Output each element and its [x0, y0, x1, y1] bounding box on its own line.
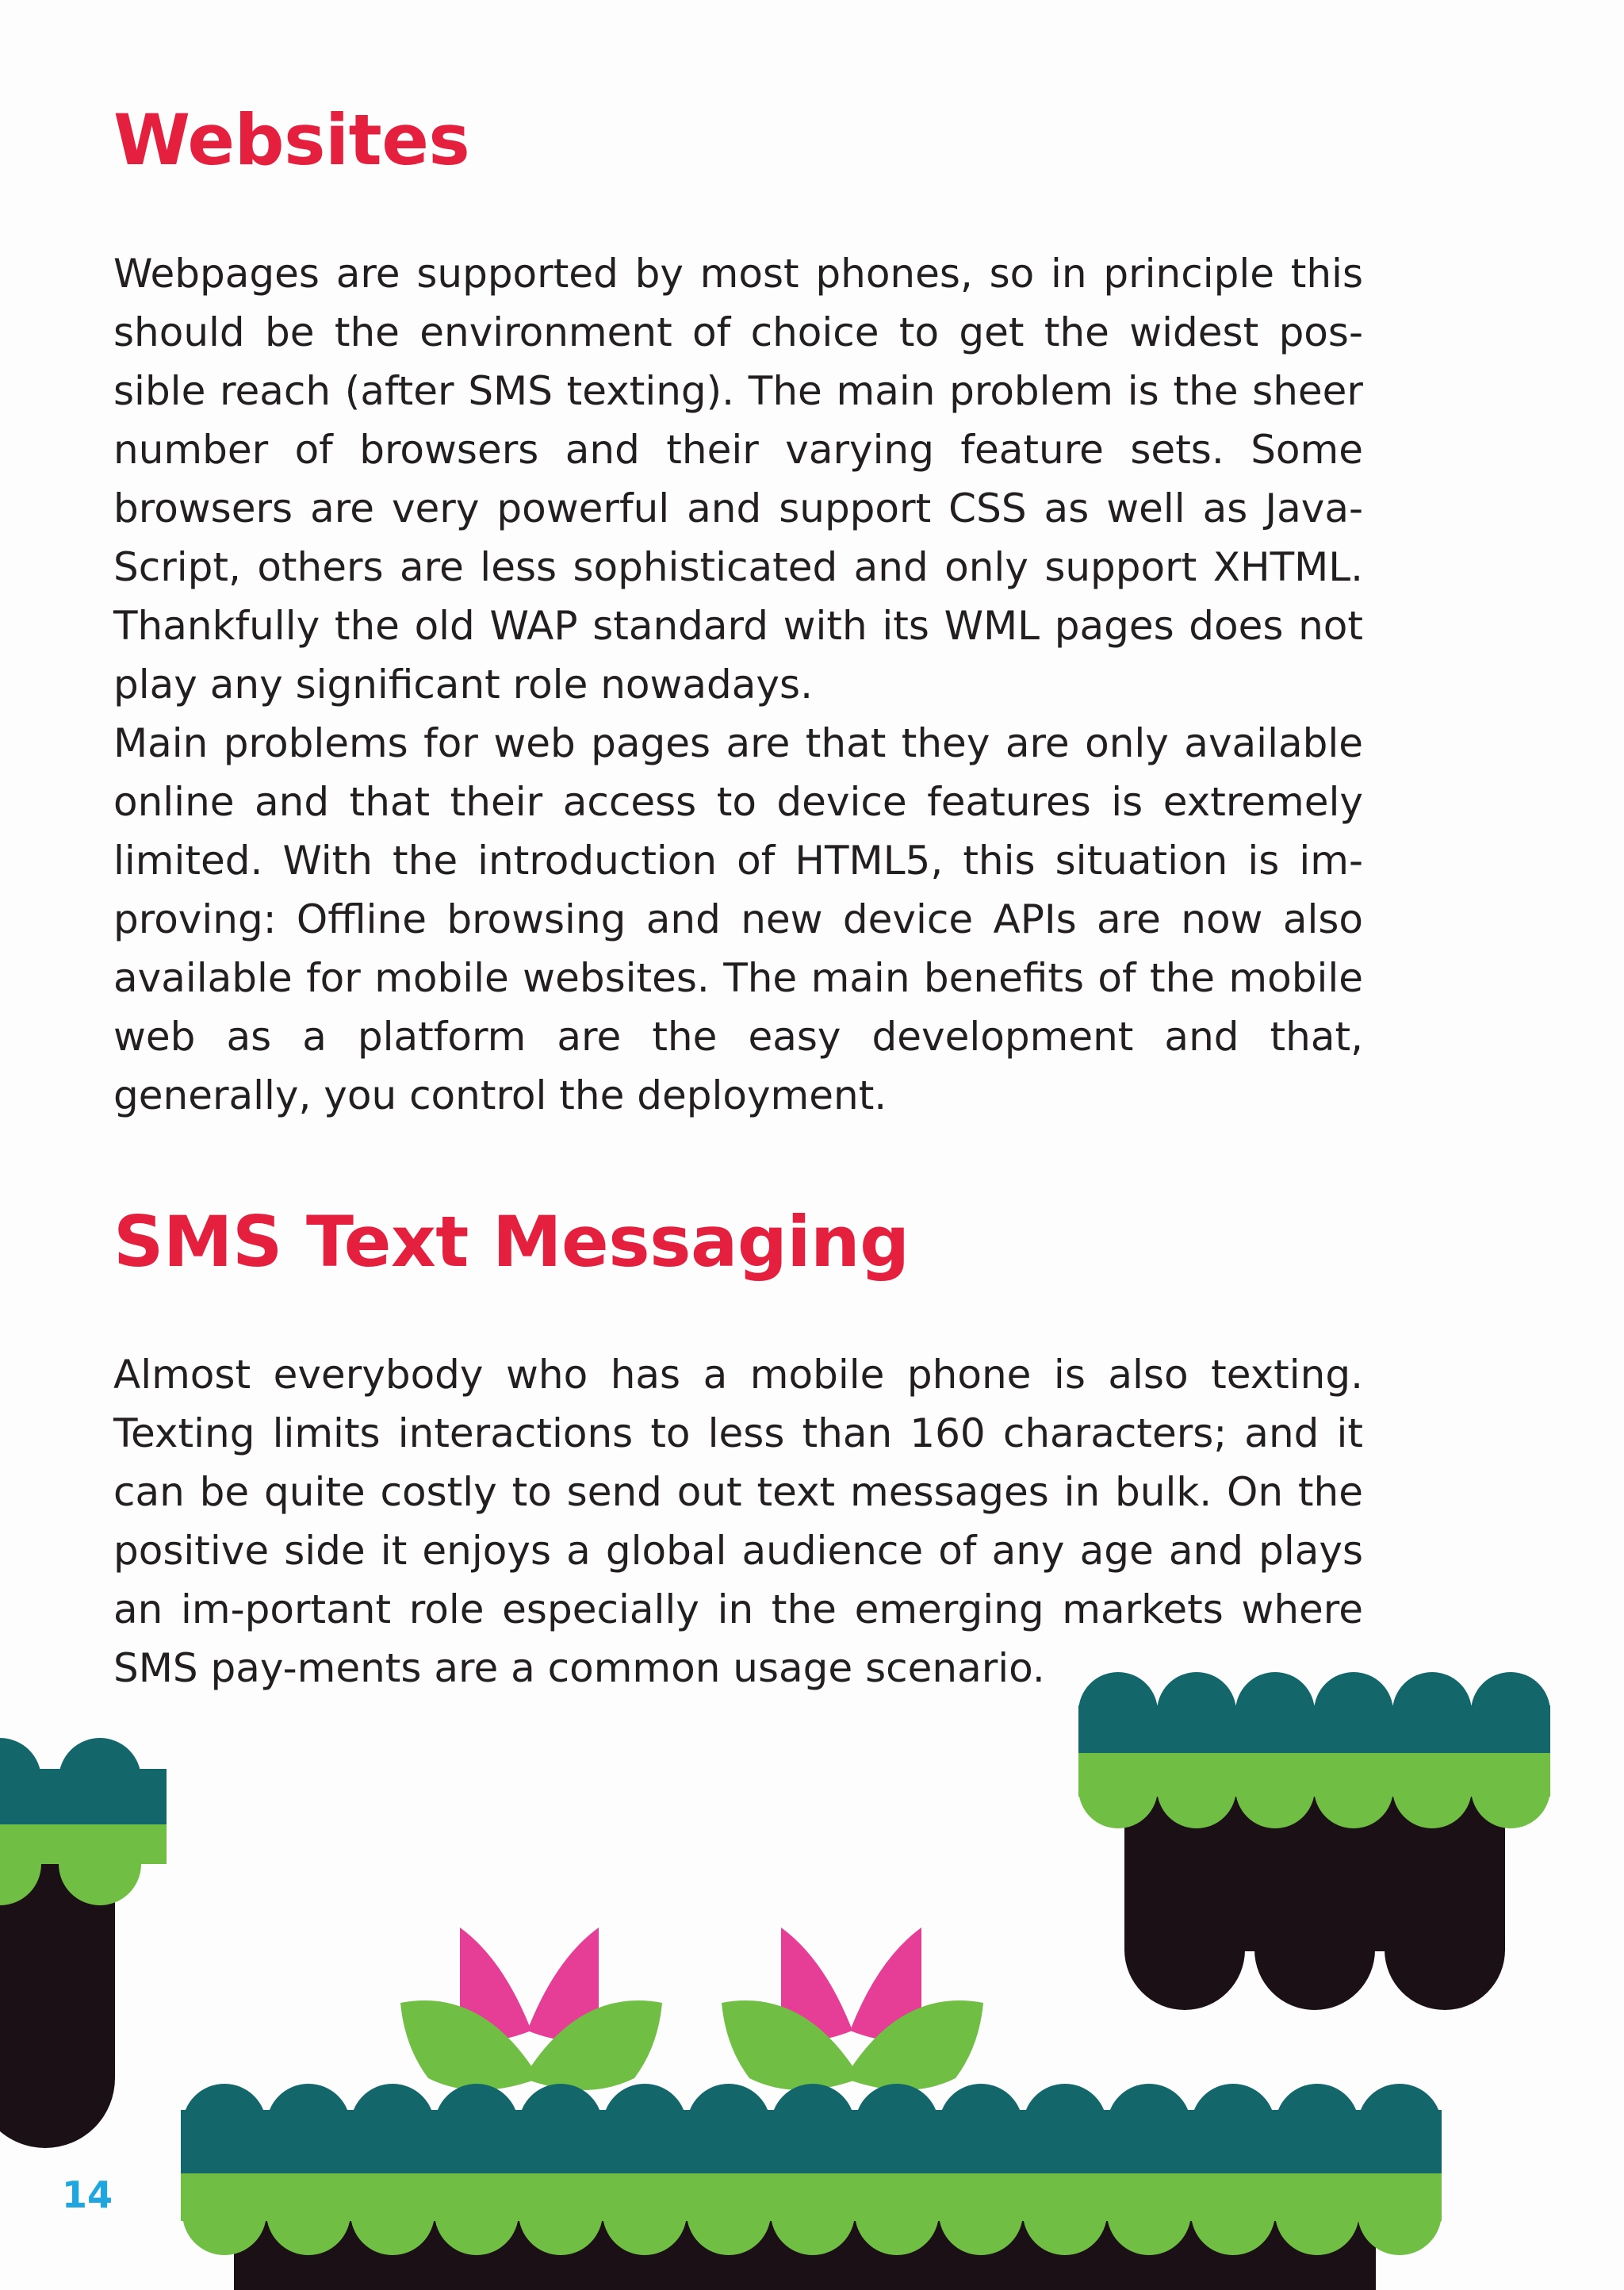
section-websites-body — [113, 244, 1363, 1125]
bottom-platform-decoration — [181, 2084, 1442, 2290]
section-heading: Websites — [113, 99, 470, 181]
section-heading: SMS Text Messaging — [113, 1201, 910, 1283]
section-sms — [113, 1201, 1363, 1283]
section-websites — [113, 99, 1363, 181]
body-paragraph: Almost everybody who has a mobile phone is also texting. Texting limits interactions to less than 160 characters; and it can be quite costly to send out text messages in bulk. On the positive side it enjoys a global audience of any age and plays an im-portant role especially in the emerging markets where SMS pay-ments are a common usage scenario. — [113, 1352, 1363, 1691]
flower-decoration — [722, 1928, 983, 2090]
flower-decoration — [400, 1928, 662, 2090]
left-platform-decoration — [0, 1738, 167, 2148]
page-number: 14 — [62, 2173, 113, 2216]
right-platform-decoration — [1078, 1672, 1550, 2010]
section-sms-body — [113, 1345, 1363, 1697]
body-paragraph: Main problems for web pages are that they are only available online and that their access to device features is extremely limited. With the introduction of HTML5, this situation is im-proving: Offline browsing and new device APIs are now also available for mobile websites. The main benefits of the mobile web as a platform are the easy development and that, generally, you control the deployment. — [113, 720, 1363, 1118]
body-paragraph: Webpages are supported by most phones, so in principle this should be the environment of choice to get the widest pos-sible reach (after SMS texting). The main problem is the sheer number of browsers and their varying feature sets. Some browsers are very powerful and support CSS as well as Java-Script, others are less sophisticated and only support XHTML. Thankfully the old WAP standard with its WML pages does not play any significant role nowadays. — [113, 251, 1363, 708]
